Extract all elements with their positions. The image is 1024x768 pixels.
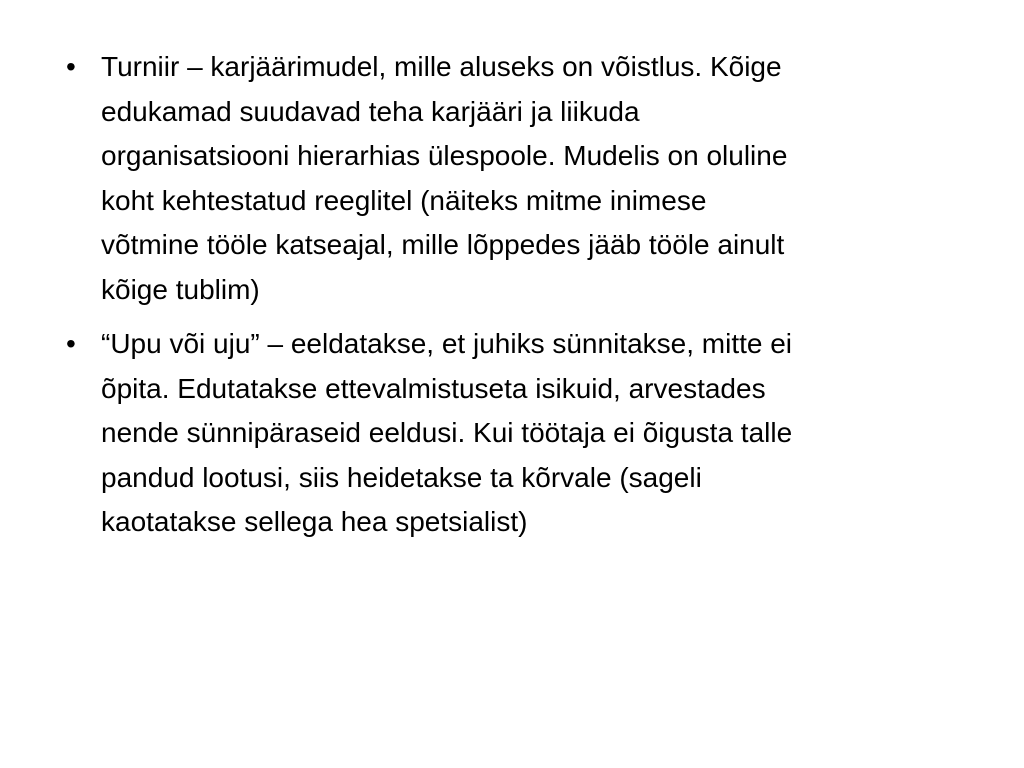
text-line: pandud lootusi, siis heidetakse ta kõrvale (sageli xyxy=(101,461,702,493)
text-line: organisatsiooni hierarhias ülespoole. Mudelis on oluline xyxy=(101,140,788,171)
bullet-marker: • xyxy=(66,328,76,359)
bullet-list xyxy=(66,45,966,555)
text-line: võtmine tööle katseajal, mille lõppedes jääb tööle ainult xyxy=(101,229,785,260)
text-line: kõige tublim) xyxy=(101,273,260,305)
text-line: edukamad suudavad teha karjääri ja liikuda xyxy=(101,95,640,127)
text-line: Turniir – karjäärimudel, mille aluseks on võistlus. Kõige xyxy=(101,51,782,82)
text-line: nende sünnipäraseid eeldusi. Kui töötaja ei õigusta talle xyxy=(101,417,793,448)
bullet-marker: • xyxy=(66,51,76,82)
bullet-item-upu-voi-uju xyxy=(66,322,966,545)
text-line: kaotatakse sellega hea spetsialist) xyxy=(101,506,528,537)
text-line: koht kehtestatud reeglitel (näiteks mitme inimese xyxy=(101,184,707,216)
bullet-text xyxy=(101,45,966,312)
text-line: õpita. Edutatakse ettevalmistuseta isikuid, arvestades xyxy=(101,372,766,404)
text-line: “Upu või uju” – eeldatakse, et juhiks sünnitakse, mitte ei xyxy=(101,328,793,359)
bullet-text xyxy=(101,322,966,545)
bullet-item-turniir xyxy=(66,45,966,312)
